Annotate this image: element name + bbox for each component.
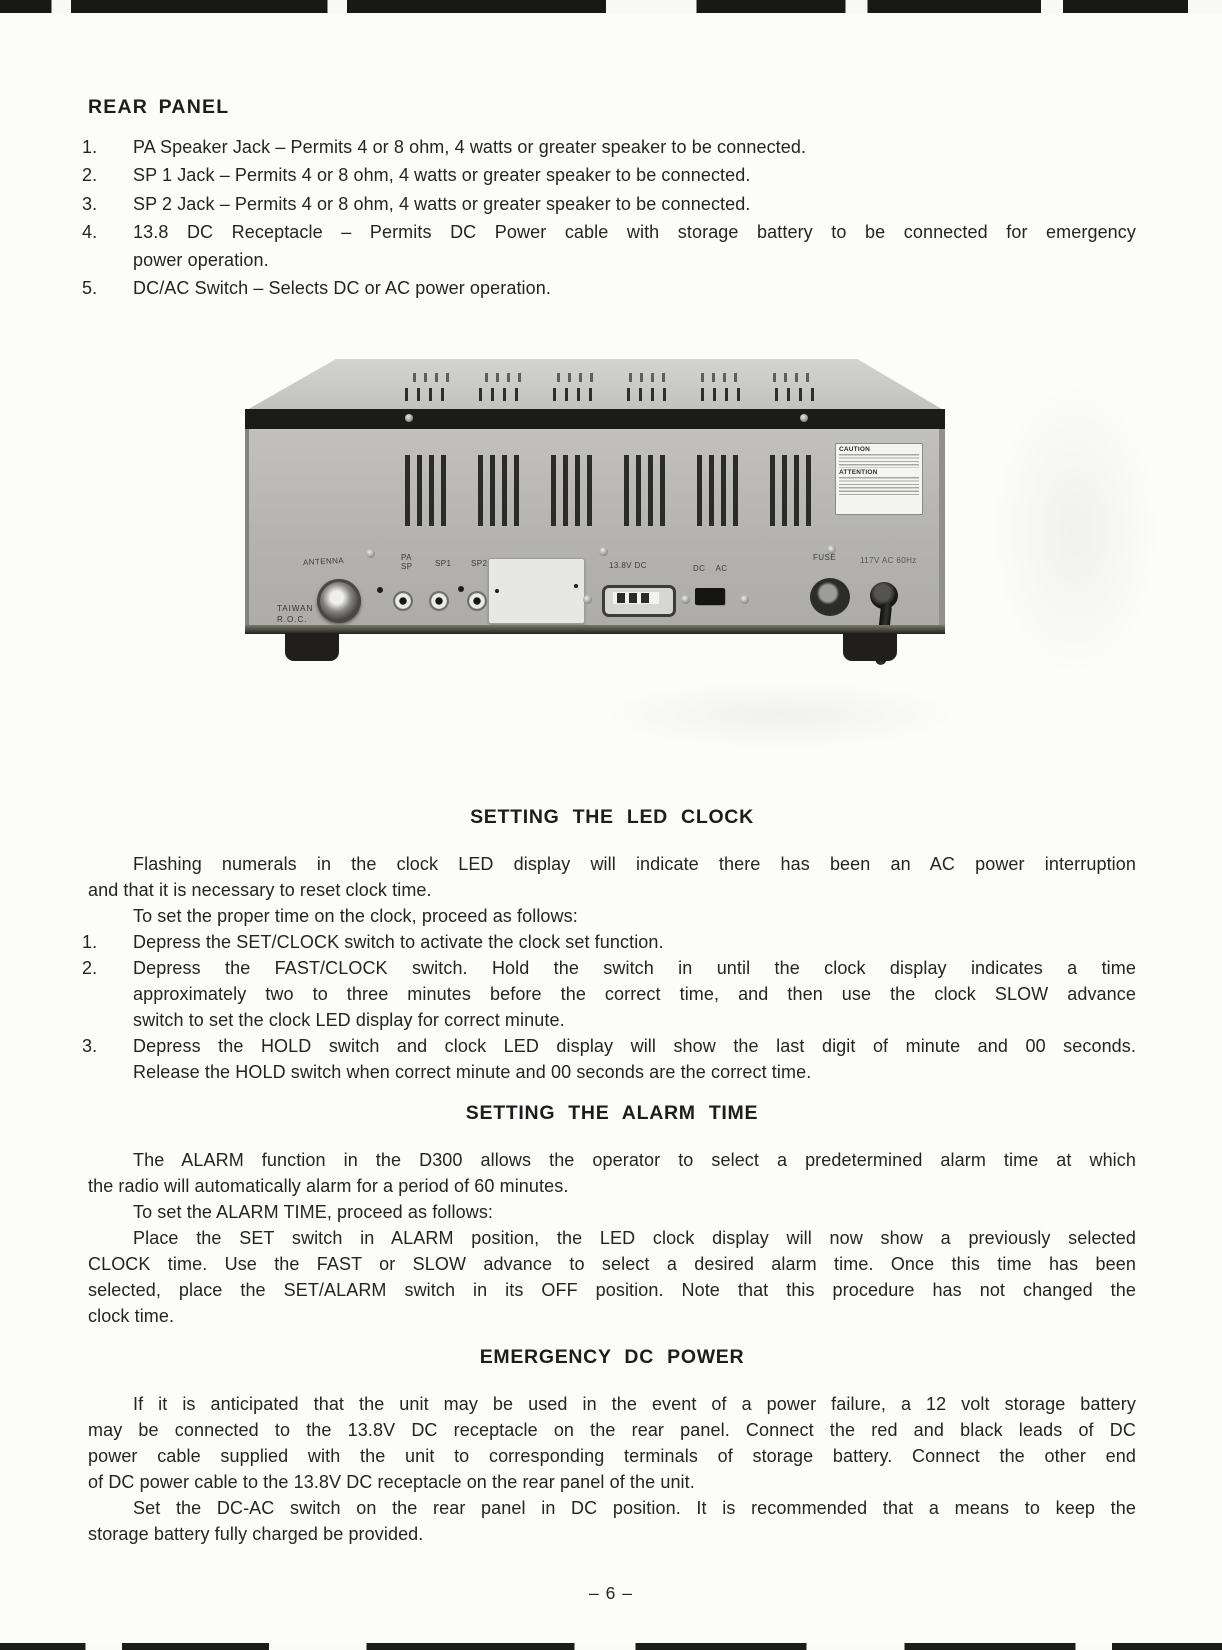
list-item [82,190,1136,218]
rear-panel-photo [205,333,960,668]
caution-fine-print [839,454,919,468]
text-line: The ALARM function in the D300 allows the operator to select a predetermined alarm time at which [133,1150,1136,1170]
attention-title: ATTENTION [839,469,878,476]
text-line: PA Speaker Jack – Permits 4 or 8 ohm, 4 watts or greater speaker to be connected. [133,137,807,157]
text-line: selected, place the SET/ALARM switch in its OFF position. Note that this procedure has not changed the [88,1280,1136,1300]
bleed-through-smudge [600,680,960,750]
paragraph [88,1147,1136,1199]
text-line: power cable supplied with the unit to corresponding terminals of storage battery. Connect the other end [88,1446,1136,1466]
taiwan-line2: R.O.C. [277,615,308,624]
fuse-holder [810,578,850,616]
antenna-connector [317,579,361,623]
screw [681,595,690,604]
list-item [82,1033,1136,1085]
text-line: SP 1 Jack – Permits 4 or 8 ohm, 4 watts or greater speaker to be connected. [133,165,751,186]
text-line: and that it is necessary to reset clock time. [88,880,432,900]
rear-panel-section [82,95,1136,303]
paragraph [88,851,1136,903]
taiwan-line1: TAIWAN [277,604,314,613]
text-line: approximately two to three minutes before the correct time, and then use the clock SLOW advance [133,984,1136,1004]
text-line: Depress the FAST/CLOCK switch. Hold the switch in until the clock display indicates a time [133,958,1136,978]
dc-receptacle-label: 13.8V DC [609,561,647,570]
list-item [82,133,1136,161]
rear-panel-list [82,133,1136,303]
antenna-label: ANTENNA [302,555,345,568]
list-item-number: 3. [82,193,98,214]
text-line: Release the HOLD switch when correct minute and 00 seconds are the correct time. [133,1062,812,1082]
attention-fine-print [839,477,919,495]
dc-ac-label: DC AC [693,564,728,573]
list-item [82,274,1136,302]
text-line: Set the DC-AC switch on the rear panel in DC position. It is recommended that a means to keep the [133,1498,1136,1518]
pa-label-line1: PA [401,553,412,562]
paragraph [88,1495,1136,1547]
scan-edge-top [0,0,1222,13]
ventilation-slots [405,455,815,526]
unit-top-face [245,359,945,411]
text-line: CLOCK time. Use the FAST or SLOW advance to select a desired alarm time. Once this time has been [88,1254,1136,1274]
paragraph [88,1391,1136,1495]
unit-black-band [245,409,945,429]
text-line: Depress the SET/CLOCK switch to activate the clock set function. [133,932,664,952]
list-item-number: 3. [82,1036,98,1056]
text-line: To set the proper time on the clock, proceed as follows: [133,906,578,926]
screw-dot [377,587,383,593]
list-item-number: 5. [82,278,98,299]
sp2-jack [467,591,487,611]
instructions-sections [82,805,1136,1547]
fuse-label: FUSE [813,553,836,562]
screw [599,547,608,556]
dc-receptacle [602,585,676,617]
section-heading: SETTING THE LED CLOCK [470,806,754,828]
screw-dot [458,586,464,592]
unit-foot-left [285,633,339,661]
text-line: DC/AC Switch – Selects DC or AC power operation. [133,278,551,299]
dc-receptacle-pins [613,592,659,604]
caution-title: CAUTION [839,446,871,453]
taiwan-marking [277,603,313,625]
list-item-number: 1. [82,137,98,157]
text-line: switch to set the clock LED display for correct minute. [133,1010,565,1030]
text-line: may be connected to the 13.8V DC receptacle on the rear panel. Connect the red and black leads of DC [88,1420,1136,1440]
screw [740,595,749,604]
section-heading: EMERGENCY DC POWER [479,1346,745,1368]
list-item-number: 2. [82,165,98,186]
page-number: – 6 – [589,1583,633,1603]
text-line: of DC power cable to the 13.8V DC receptacle on the rear panel of the unit. [88,1472,695,1492]
text-line: Depress the HOLD switch and clock LED display will show the last digit of minute and 00 seconds. [133,1036,1136,1056]
paragraph [88,1225,1136,1329]
caution-label [835,443,923,515]
bleed-through-smudge [990,380,1160,680]
text-line: power operation. [133,250,269,271]
text-line: If it is anticipated that the unit may be used in the event of a power failure, a 12 volt storage battery [133,1394,1136,1414]
pa-sp-label [401,553,412,571]
list-item-number: 1. [82,932,98,952]
paragraph [88,1199,1136,1225]
unit-bottom-edge [245,625,945,634]
rear-panel-heading: REAR PANEL [88,96,230,118]
section-heading: SETTING THE ALARM TIME [465,1102,759,1124]
top-ventilation-slots [405,388,817,401]
screw [366,549,375,558]
text-line: storage battery fully charged be provided. [88,1524,424,1544]
list-item [82,218,1136,275]
ac-power-label: 117V AC 60Hz [860,556,917,565]
paragraph [88,903,1136,929]
text-line: SP 2 Jack – Permits 4 or 8 ohm, 4 watts or greater speaker to be connected. [133,193,751,214]
screw-dot [495,589,499,593]
blank-plate [488,558,585,624]
text-line: Place the SET switch in ALARM position, the LED clock display will now show a previously selected [133,1228,1136,1248]
top-ventilation-slots [413,373,813,382]
dc-ac-switch [695,588,725,605]
pa-speaker-jack [393,591,413,611]
sp1-label: SP1 [435,559,452,568]
list-item [82,929,1136,955]
screw [583,595,592,604]
text-line: 13.8 DC Receptacle – Permits DC Power cable with storage battery to be connected for emergency [133,221,1136,242]
text-line: Flashing numerals in the clock LED display will indicate there has been an AC power interruption [133,854,1136,874]
list-item [82,161,1136,189]
sp1-jack [429,591,449,611]
screw [800,414,808,422]
text-line: the radio will automatically alarm for a period of 60 minutes. [88,1176,569,1196]
screw [405,414,413,422]
scan-edge-bottom [0,1643,1222,1650]
list-item-number: 2. [82,958,98,978]
pa-label-line2: SP [401,562,413,571]
list-item-number: 4. [82,221,98,242]
text-line: clock time. [88,1306,175,1326]
list-item [82,955,1136,1033]
screw-dot [574,584,578,588]
sp2-label: SP2 [471,559,488,568]
text-line: To set the ALARM TIME, proceed as follows: [133,1202,494,1222]
unit-foot-right [843,633,897,661]
